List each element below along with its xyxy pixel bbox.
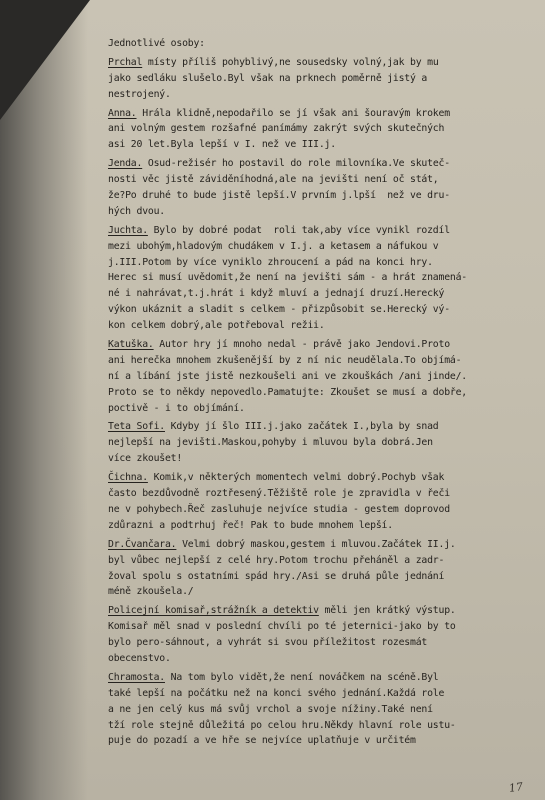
text-line xyxy=(108,470,540,486)
character-name: Chramosta. xyxy=(108,671,165,683)
text-line xyxy=(108,353,540,369)
text-line xyxy=(108,318,540,334)
character-name: Jenda. xyxy=(108,158,143,170)
line-text: Komisař měl snad v poslední chvíli po té jeternici-jako by to xyxy=(108,621,456,633)
text-line xyxy=(108,204,540,220)
text-line xyxy=(108,337,540,353)
text-line xyxy=(108,419,540,435)
character-name: Teta Sofi. xyxy=(108,421,165,433)
text-line xyxy=(108,55,540,71)
text-line xyxy=(108,718,540,734)
paragraph-teta-sofi xyxy=(108,419,540,467)
text-line xyxy=(108,670,540,686)
text-line xyxy=(108,553,540,569)
line-text: měli jen krátký výstup. xyxy=(318,605,456,617)
page-number: 17 xyxy=(508,780,524,795)
text-line xyxy=(108,286,540,302)
character-name: Katuška. xyxy=(108,339,154,351)
text-line xyxy=(108,270,540,286)
text-line xyxy=(108,518,540,534)
typed-text-block xyxy=(108,36,540,752)
paragraph-cichna xyxy=(108,470,540,534)
line-text: ne v pohybech.Řeč zasluhuje nejvíce studia - gestem doprovod xyxy=(108,503,450,515)
line-text: nosti věc jistě záviděníhodná,ale na jevišti není oč stát, xyxy=(108,174,439,186)
text-line xyxy=(108,603,540,619)
paragraph-jenda xyxy=(108,156,540,220)
line-text: že?Po druhé to bude jistě lepší.V prvním j.lpší než ve dru- xyxy=(108,190,450,202)
text-line xyxy=(108,369,540,385)
line-text: více zkoušet! xyxy=(108,453,183,465)
line-text: Komik,v některých momentech velmi dobrý.Pochyb však xyxy=(147,472,445,484)
text-line xyxy=(108,451,540,467)
line-text: né i nahrávat,t.j.hrát i když mluví a jednají druzí.Herecký xyxy=(108,288,445,300)
paragraph-chramosta xyxy=(108,670,540,749)
paragraph-policejni-komisar xyxy=(108,603,540,667)
line-text: Proto se to někdy nepovedlo.Pamatujte: Zkoušet se musí a dobře, xyxy=(108,386,467,398)
paragraph-juchta xyxy=(108,223,540,334)
line-text: jako sedláku slušelo.Byl však na prknech poměrně jistý a xyxy=(108,72,428,84)
text-line xyxy=(108,223,540,239)
line-text: Hrála klidně,nepodařilo se jí však ani šouravým krokem xyxy=(136,107,450,119)
line-text: j.III.Potom by více vyniklo zhroucení a pád na konci hry. xyxy=(108,256,433,268)
text-line xyxy=(108,635,540,651)
text-line xyxy=(108,188,540,204)
text-line xyxy=(108,255,540,271)
paragraph-prchal xyxy=(108,55,540,103)
line-text: ani volným gestem rozšafné panímámy zakrýt svých skutečných xyxy=(108,123,445,135)
line-text: byl vůbec nejlepší z celé hry.Potom trochu přeháněl a zadr- xyxy=(108,554,445,566)
line-text: Osud-režisér ho postavil do role milovníka.Ve skuteč- xyxy=(142,158,450,170)
text-line xyxy=(108,619,540,635)
text-line xyxy=(108,172,540,188)
text-line xyxy=(108,502,540,518)
text-line xyxy=(108,569,540,585)
text-line xyxy=(108,71,540,87)
line-text: Herec si musí uvědomit,že není na jevišti sám - a hrát znamená- xyxy=(108,272,467,284)
line-text: často bezdůvodně roztřesený.Těžiště role je zpravidla v řeči xyxy=(108,488,450,500)
line-text: nejlepší na jevišti.Maskou,pohyby i mluvou byla dobrá.Jen xyxy=(108,437,433,449)
line-text: Na tom bylo vidět,že není nováčkem na scéně.Byl xyxy=(164,671,439,683)
page-corner-shadow xyxy=(0,0,90,120)
character-notes xyxy=(108,55,540,752)
line-text: výkon ukáznit a sladit s celkem - přizpůsobit se.Herecký vý- xyxy=(108,304,450,316)
text-line xyxy=(108,435,540,451)
text-line xyxy=(108,106,540,122)
paragraph-dr-cvancara xyxy=(108,537,540,601)
text-line xyxy=(108,702,540,718)
line-text: žoval spolu s ostatními spád hry./Asi se druhá půle jednání xyxy=(108,570,445,582)
text-line xyxy=(108,584,540,600)
text-line xyxy=(108,121,540,137)
line-text: Kdyby jí šlo III.j.jako začátek I.,byla by snad xyxy=(164,421,439,433)
text-line xyxy=(108,156,540,172)
text-line xyxy=(108,651,540,667)
character-name: Juchta. xyxy=(108,224,148,236)
text-line xyxy=(108,302,540,318)
text-line xyxy=(108,401,540,417)
text-line xyxy=(108,486,540,502)
line-text: mezi ubohým,hladovým chudákem v I.j. a ketasem a náfukou v xyxy=(108,240,439,252)
text-line xyxy=(108,239,540,255)
character-name: Dr.Čvančara. xyxy=(108,538,177,550)
text-line xyxy=(108,686,540,702)
line-text: kon celkem dobrý,ale potřeboval režii. xyxy=(108,320,325,332)
character-name: Anna. xyxy=(108,107,137,119)
paragraph-katuska xyxy=(108,337,540,416)
line-text: poctivě - i to objímání. xyxy=(108,402,245,414)
line-text: zdůrazni a podtrhuj řeč! Pak to bude mnohem lepší. xyxy=(108,519,393,531)
line-text: Autor hry jí mnoho nedal - právě jako Jendovi.Proto xyxy=(153,339,450,351)
text-line xyxy=(108,385,540,401)
character-name: Čichna. xyxy=(108,472,148,484)
line-text: a ne jen celý kus má svůj vrchol a svoje nížiny.Také není xyxy=(108,703,433,715)
line-text: hých dvou. xyxy=(108,205,165,217)
page-fold-shadow xyxy=(0,0,88,800)
line-text: místy příliš pohyblivý,ne sousedsky volný,jak by mu xyxy=(142,56,439,68)
line-text: puje do pozadí a ve hře se nejvíce uplatňuje v určitém xyxy=(108,735,416,747)
line-text: nestrojený. xyxy=(108,88,171,100)
line-text: méně zkoušela./ xyxy=(108,586,194,598)
line-text: také lepší na počátku než na konci svého jednání.Každá role xyxy=(108,687,445,699)
line-text: bylo pero-sáhnout, a vyhrát si svou příležitost rozesmát xyxy=(108,637,428,649)
text-line xyxy=(108,537,540,553)
character-name: Policejní komisař,strážník a detektiv xyxy=(108,605,319,617)
heading: Jednotlivé osoby: xyxy=(108,38,205,49)
character-name: Prchal xyxy=(108,56,143,68)
text-line xyxy=(108,87,540,103)
line-text: asi 20 let.Byla lepší v I. než ve III.j. xyxy=(108,139,336,151)
line-text: obecenstvo. xyxy=(108,652,171,664)
line-text: ní a líbání jste jistě nezkoušeli ani ve zkouškách /ani jinde/. xyxy=(108,370,467,382)
line-text: Velmi dobrý maskou,gestem i mluvou.Začátek II.j. xyxy=(176,538,456,550)
line-text: tží role stejně důležitá po celou hru.Někdy hlavní role ustu- xyxy=(108,719,456,731)
line-text: Bylo by dobré podat roli tak,aby více vynikl rozdíl xyxy=(147,224,450,236)
text-line xyxy=(108,733,540,749)
line-text: ani herečka mnohem zkušenější by z ní nic neudělala.To objímá- xyxy=(108,354,462,366)
paragraph-anna xyxy=(108,106,540,154)
text-line xyxy=(108,137,540,153)
